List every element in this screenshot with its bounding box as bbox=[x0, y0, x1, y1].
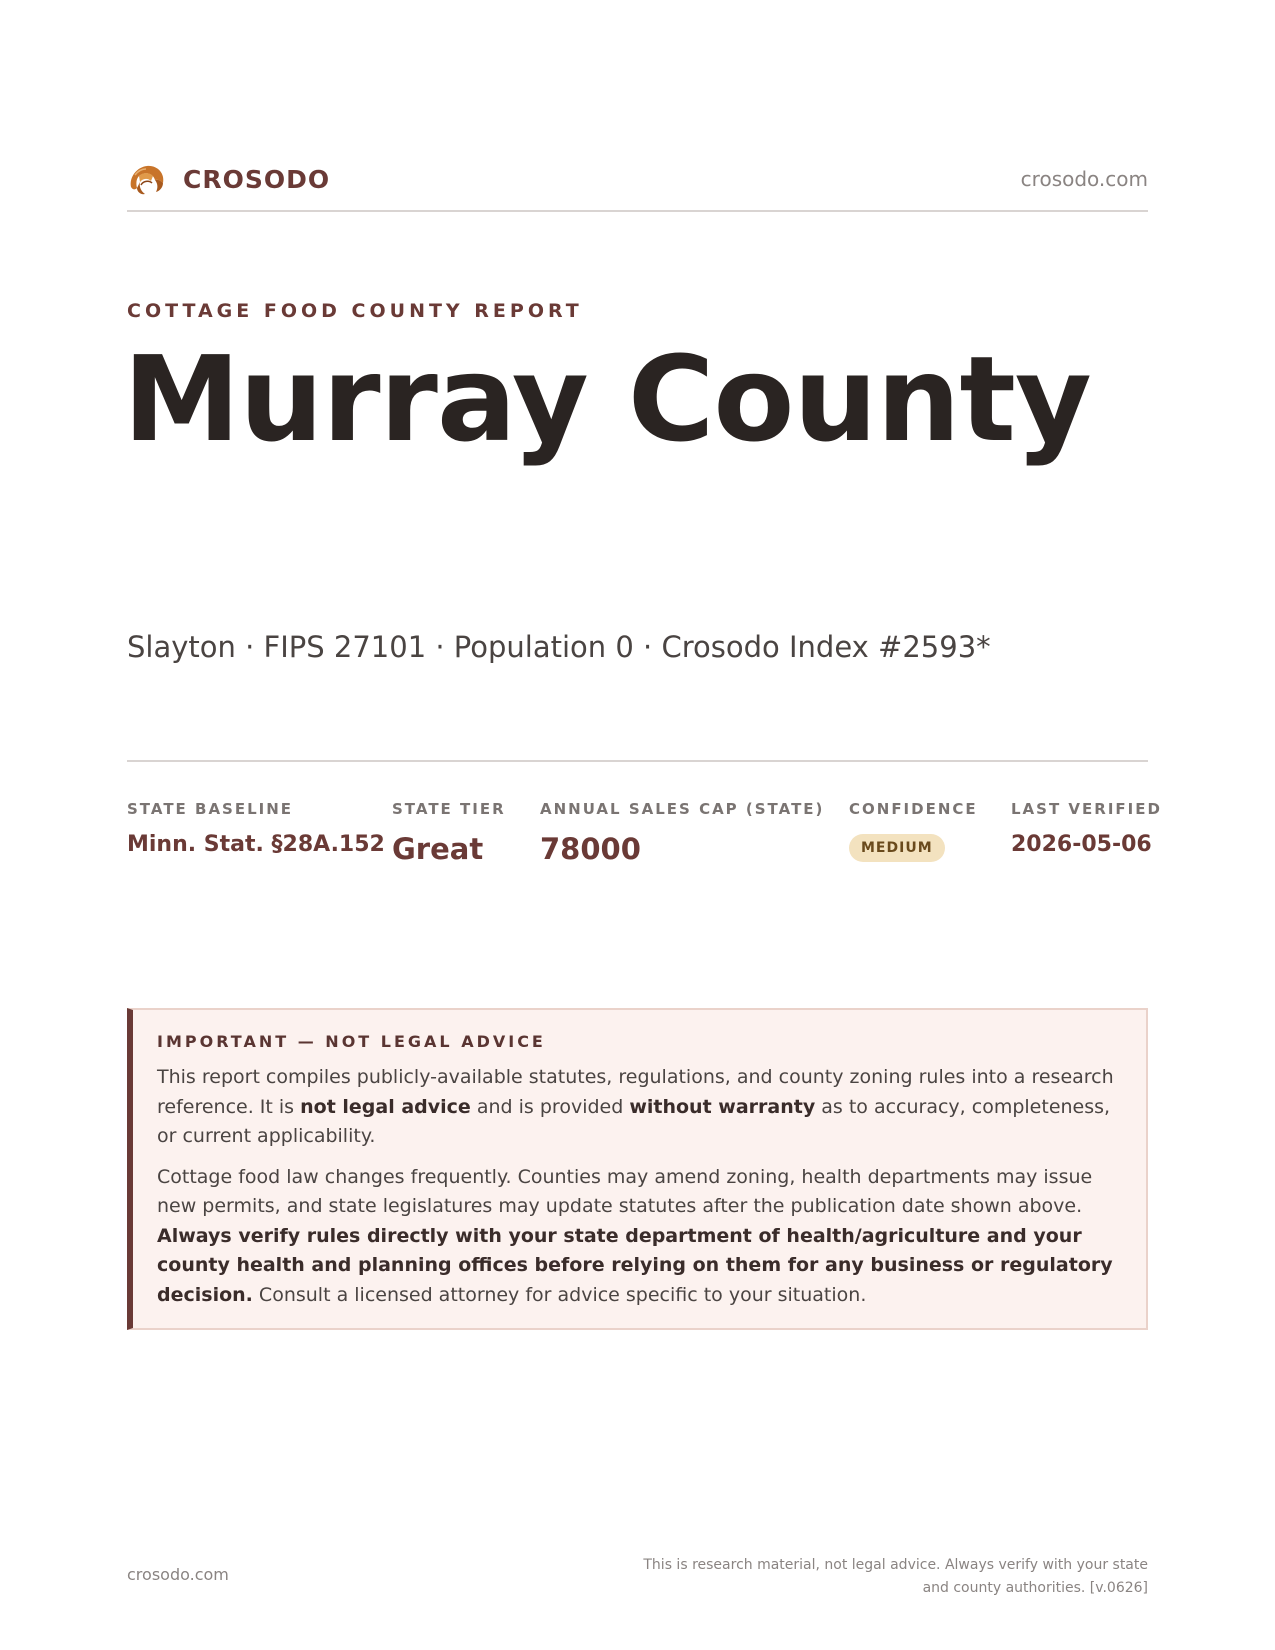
county-subtitle: Slayton · FIPS 27101 · Population 0 · Crosodo Index #2593* bbox=[127, 630, 991, 664]
notice-text: and is provided bbox=[470, 1095, 630, 1118]
footer-disclaimer-line: and county authorities. [v.0626] bbox=[922, 1580, 1148, 1596]
page-header bbox=[127, 155, 1148, 212]
stat-label: STATE BASELINE bbox=[127, 800, 294, 818]
stat-confidence bbox=[849, 800, 978, 862]
croissant-icon bbox=[127, 161, 167, 197]
notice-heading: IMPORTANT — NOT LEGAL ADVICE bbox=[157, 1032, 546, 1051]
notice-emphasis: Always verify rules directly with your state department of health/agriculture and your county health and planning offices before relying on them for any business or regulatory decision. bbox=[157, 1224, 1113, 1306]
notice-text: Consult a licensed attorney for advice specific to your situation. bbox=[252, 1283, 867, 1306]
stat-label: STATE TIER bbox=[392, 800, 506, 818]
brand-name: CROSODO bbox=[183, 164, 331, 194]
report-page bbox=[123, 0, 1162, 1650]
stat-value: Great bbox=[392, 832, 484, 866]
notice-text: as to accuracy, completeness, or current applicability. bbox=[157, 1095, 1111, 1147]
notice-text: Cottage food law changes frequently. Counties may amend zoning, health departments may issue new permits, and state legislatures may update statutes after the publication date shown above. bbox=[157, 1165, 1093, 1217]
stat-label: ANNUAL SALES CAP (STATE) bbox=[540, 800, 825, 818]
stat-value: 2026-05-06 bbox=[1011, 832, 1152, 857]
notice-text: This report compiles publicly-available statutes, regulations, and county zoning rules into a research reference. It is bbox=[157, 1066, 1114, 1118]
footer-site-url[interactable]: crosodo.com bbox=[127, 1565, 229, 1584]
site-url-link[interactable]: crosodo.com bbox=[1020, 167, 1148, 191]
stat-state-tier bbox=[392, 800, 506, 866]
notice-paragraph bbox=[157, 1063, 1122, 1152]
stats-row bbox=[127, 760, 1162, 902]
stat-value: Minn. Stat. §28A.152 bbox=[127, 832, 385, 857]
footer-disclaimer-line: This is research material, not legal advice. Always verify with your state bbox=[643, 1557, 1148, 1573]
stat-sales-cap bbox=[540, 800, 824, 866]
notice-paragraph bbox=[157, 1163, 1122, 1311]
notice-emphasis: not legal advice bbox=[300, 1095, 471, 1118]
stat-state-baseline bbox=[127, 800, 385, 857]
stat-last-verified bbox=[1011, 800, 1162, 857]
confidence-badge: MEDIUM bbox=[849, 834, 945, 862]
footer-disclaimer bbox=[628, 1554, 1148, 1600]
page-title: Murray County bbox=[123, 330, 1091, 468]
report-eyebrow: COTTAGE FOOD COUNTY REPORT bbox=[127, 300, 583, 322]
stat-label: CONFIDENCE bbox=[849, 800, 978, 818]
legal-notice bbox=[127, 1008, 1148, 1330]
brand[interactable] bbox=[127, 161, 330, 197]
stat-value: 78000 bbox=[540, 832, 641, 866]
notice-emphasis: without warranty bbox=[629, 1095, 816, 1118]
stat-label: LAST VERIFIED bbox=[1011, 800, 1162, 818]
